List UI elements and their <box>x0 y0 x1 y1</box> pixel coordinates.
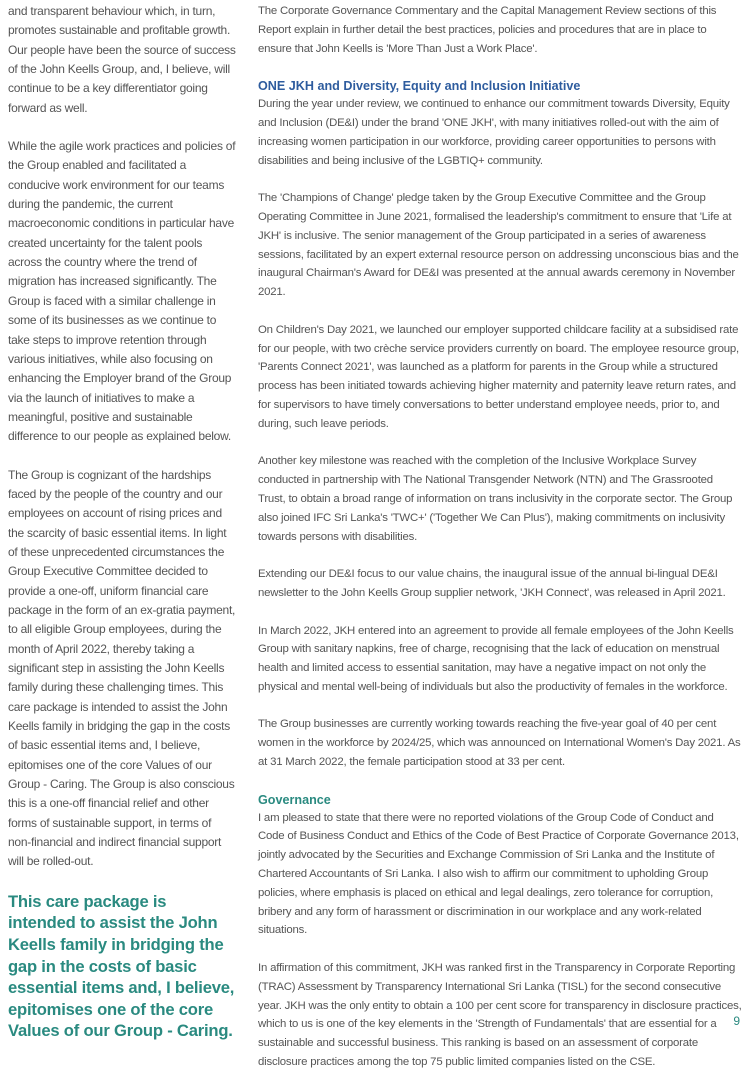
governance-heading: Governance <box>258 792 331 807</box>
intro-paragraph: The Corporate Governance Commentary and the Capital Management Review sections of this Report explain in further detail the best practices, policies and procedures that are in place to ensure that John Keells is 'More Than Just a Work Place'. <box>258 5 717 55</box>
right-column <box>258 2 742 1091</box>
pull-quote: This care package is intended to assist the John Keells family in bridging the gap in the costs of basic essential items and, I believe, epitomises one of the core Values of our Group - Caring. <box>8 891 235 1041</box>
body-paragraph: While the agile work practices and policies of the Group enabled and facilitated a conducive work environment for our teams during the pandemic, the current macroeconomic conditions in particular have created uncertainty for the talent pools across the country where the trend of migration has increased significantly. The Group is faced with a similar challenge in some of its businesses as we continue to take steps to improve retention through various initiatives, while also focusing on enhancing the Employer brand of the Group via the launch of initiatives to make a meaningful, positive and sustainable difference to our people as explained below. <box>8 139 236 444</box>
left-column <box>8 2 236 1042</box>
page-number: 9 <box>733 1014 740 1028</box>
body-paragraph: In March 2022, JKH entered into an agreement to provide all female employees of the John Keells Group with sanitary napkins, free of charge, recognising that the lack of education on menstrual health and limited access to essential sanitation, may have a negative impact on not only the physical and mental well-being of individuals but also the productivity of females in the workforce. <box>258 624 734 693</box>
body-paragraph: During the year under review, we continued to enhance our commitment towards Diversity, Equity and Inclusion (DE&I) under the brand 'ONE JKH', with many initiatives rolled-out with the aim of increasing women participation in our workforce, providing career opportunities to persons with disabilities and being inclusive of the LGBTIQ+ community. <box>258 98 730 167</box>
body-paragraph: Extending our DE&I focus to our value chains, the inaugural issue of the annual bi-lingual DE&I newsletter to the John Keells Group supplier network, 'JKH Connect', was released in April 2021. <box>258 568 726 599</box>
body-paragraph: On Children's Day 2021, we launched our employer supported childcare facility at a subsidised rate for our people, with two crèche service providers currently on board. The employee resource group, 'Parents Connect 2021', was launched as a platform for parents in the Group while a structured process has been initiated towards achieving higher maternity and paternity leave return rates, and for supervisors to have timely conversations to better understand employee needs, prior to, and during, such leave periods. <box>258 323 739 430</box>
body-paragraph: Another key milestone was reached with the completion of the Inclusive Workplace Survey conducted in partnership with The National Transgender Network (NTN) and The Grassrooted Trust, to obtain a broad range of information on trans inclusivity in the corporate sector. The Group also joined IFC Sri Lanka's 'TWC+' ('Together We Can Plus'), making commitments on inclusivity towards persons with disabilities. <box>258 455 733 543</box>
body-paragraph: I am pleased to state that there were no reported violations of the Group Code of Conduct and Code of Business Conduct and Ethics of the Code of Best Practice of Corporate Governance 2013, jointly advocated by the Securities and Exchange Commission of Sri Lanka and the Institute of Chartered Accountants of Sri Lanka. I also wish to affirm our commitment to upholding Group policies, where emphasis is placed on ethical and legal dealings, zero tolerance for corruption, bribery and any form of harassment or discrimination in our workplace and any work-related situations. <box>258 811 739 937</box>
body-paragraph: In affirmation of this commitment, JKH was ranked first in the Transparency in Corporate Reporting (TRAC) Assessment by Transparency International Sri Lanka (TISL) for the second consecutive year. JKH was the only entity to obtain a 100 per cent score for transparency in disclosure practices, which to us is one of the key elements in the 'Strength of Fundamentals' that are essential for a sustainable and successful business. This ranking is based on an assessment of corporate disclosure practices among the top 75 public limited companies listed on the CSE. <box>258 962 742 1069</box>
body-paragraph: The Group is cognizant of the hardships faced by the people of the country and our employees on account of rising prices and the scarcity of basic essential items. In light of these unprecedented circumstances the Group Executive Committee decided to provide a one-off, uniform financial care package in the form of an ex-gratia payment, to all eligible Group employees, during the month of April 2022, thereby taking a significant step in assisting the John Keells family during these challenging times. This care package is intended to assist the John Keells family in bridging the gap in the costs of basic essential items and, I believe, epitomises one of the core Values of our Group - Caring. The Group is also conscious this is a one-off financial relief and other forms of sustainable support, in terms of non-financial and indirect financial support will be rolled-out. <box>8 467 236 869</box>
body-paragraph: and transparent behaviour which, in turn, promotes sustainable and profitable growth. Our people have been the source of success of the John Keells Group, and, I believe, will continue to be a key differentiator going forward as well. <box>8 4 236 115</box>
dei-heading: ONE JKH and Diversity, Equity and Inclusion Initiative <box>258 79 581 94</box>
body-paragraph: The 'Champions of Change' pledge taken by the Group Executive Committee and the Group Operating Committee in June 2021, formalised the leadership's commitment to ensure that 'Life at JKH' is inclusive. The senior management of the Group participated in a series of awareness sessions, facilitated by an expert external resource person on addressing unconscious bias and the inaugural Chairman's Award for DE&I was presented at the annual awards ceremony in November 2021. <box>258 192 739 299</box>
body-paragraph: The Group businesses are currently working towards reaching the five-year goal of 40 per cent women in the workforce by 2024/25, which was announced on International Women's Day 2021. As at 31 March 2022, the female participation stood at 33 per cent. <box>258 718 741 769</box>
